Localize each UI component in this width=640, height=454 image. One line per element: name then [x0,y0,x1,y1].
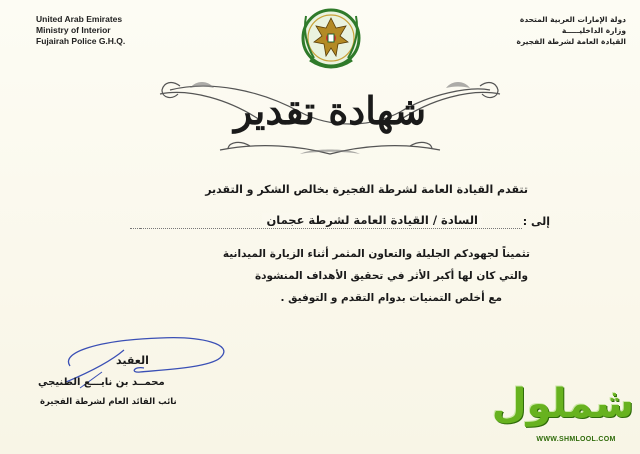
header-arabic-line-2: وزارة الداخليـــــة [561,26,626,35]
header-english-line-2: Ministry of Interior [36,25,111,35]
thanks-line: تتقدم القيادة العامة لشرطة الفجيرة بخالص الشكر و التقدير [205,183,528,196]
header-arabic-line-3: القيادة العامة لشرطة الفجيرة [516,37,626,46]
recipient-dotted-line [140,228,522,229]
signatory-rank: العقيد [116,354,149,367]
watermark-url: WWW.SHMLOOL.COM [536,436,616,443]
header-arabic-line-1: دولة الإمارات العربية المتحدة [519,15,626,24]
recipient-dotted-line-end [130,228,140,229]
header-arabic [517,14,626,47]
to-label: إلى : [522,215,550,228]
certificate-title: شهادة تقدير [233,88,427,133]
recipient-row [130,213,550,235]
impact-line: والتي كان لها أكبر الأثر في تحقيق الأهداف المنشودة [254,270,528,282]
header-english [36,14,125,47]
signatory-role: نائب القائد العام لشرطة الفجيرة [40,397,177,407]
wishes-line: مع أخلص التمنيات بدوام التقدم و التوفيق . [280,292,502,304]
watermark-logo: شملول [491,381,635,427]
appreciation-line: تثميناً لجهودكم الجليلة والتعاون المثمر أثناء الزيارة الميدانية [222,248,530,260]
signatory-name: محمــد بن نايـــع الطنيجي [38,377,165,388]
header-english-line-1: United Arab Emirates [36,14,123,24]
recipient-name: السادة / القيادة العامة لشرطة عجمان [262,213,482,227]
header-english-line-3: Fujairah Police G.H.Q. [36,36,126,46]
